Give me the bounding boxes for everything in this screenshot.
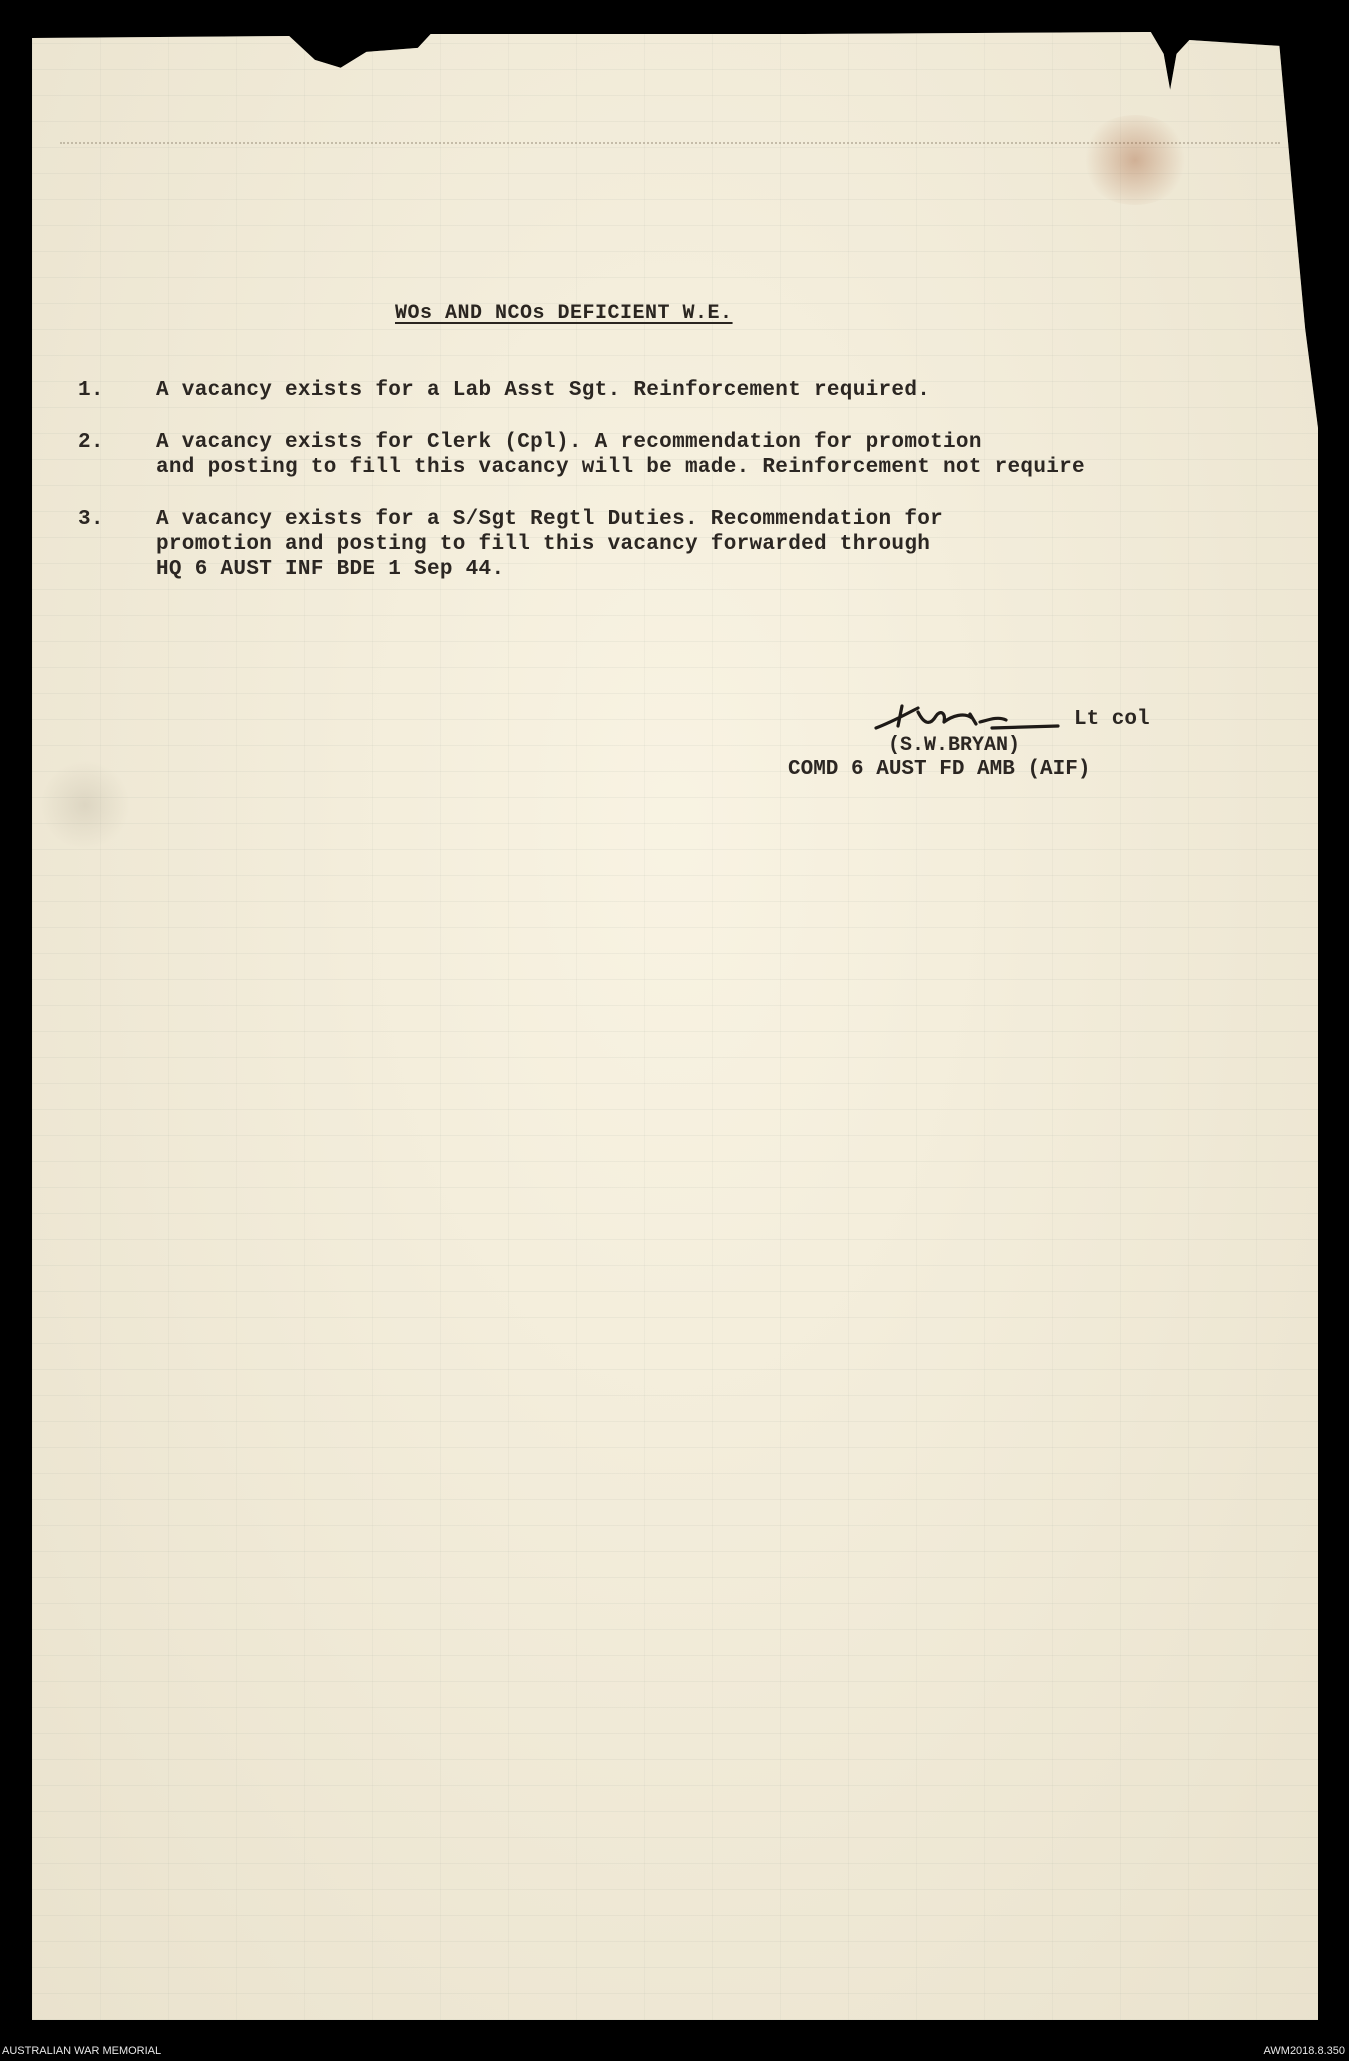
item-line: A vacancy exists for Clerk (Cpl). A recommendation for promotion xyxy=(156,431,982,454)
item-line: A vacancy exists for a Lab Asst Sgt. Reinforcement required. xyxy=(156,379,931,402)
signature-block xyxy=(780,700,1200,790)
item-number: 3. xyxy=(78,508,104,531)
signatory-title: COMD 6 AUST FD AMB (AIF) xyxy=(788,758,1091,781)
item-number: 2. xyxy=(78,431,104,454)
rust-stain xyxy=(1080,115,1190,205)
item-number: 1. xyxy=(78,379,104,402)
paper-crease-shadow xyxy=(40,760,130,850)
signatory-rank: Lt col xyxy=(1074,708,1150,731)
item-line: and posting to fill this vacancy will be made. Reinforcement not require xyxy=(156,456,1085,479)
page-title: WOs AND NCOs DEFICIENT W.E. xyxy=(395,302,733,325)
item-line: promotion and posting to fill this vacancy forwarded through xyxy=(156,533,931,556)
footer-accession-number: AWM2018.8.350 xyxy=(1263,2045,1345,2057)
footer-credit: AUSTRALIAN WAR MEMORIAL xyxy=(2,2045,162,2057)
item-line: A vacancy exists for a S/Sgt Regtl Duties. Recommendation for xyxy=(156,508,944,531)
document-page xyxy=(32,30,1318,2020)
item-line: HQ 6 AUST INF BDE 1 Sep 44. xyxy=(156,558,505,581)
item-text xyxy=(156,507,1266,582)
signatory-name: (S.W.BRYAN) xyxy=(888,734,1021,757)
handwritten-signature xyxy=(872,702,1062,738)
item-text xyxy=(156,430,1266,480)
item-text xyxy=(156,378,1266,403)
